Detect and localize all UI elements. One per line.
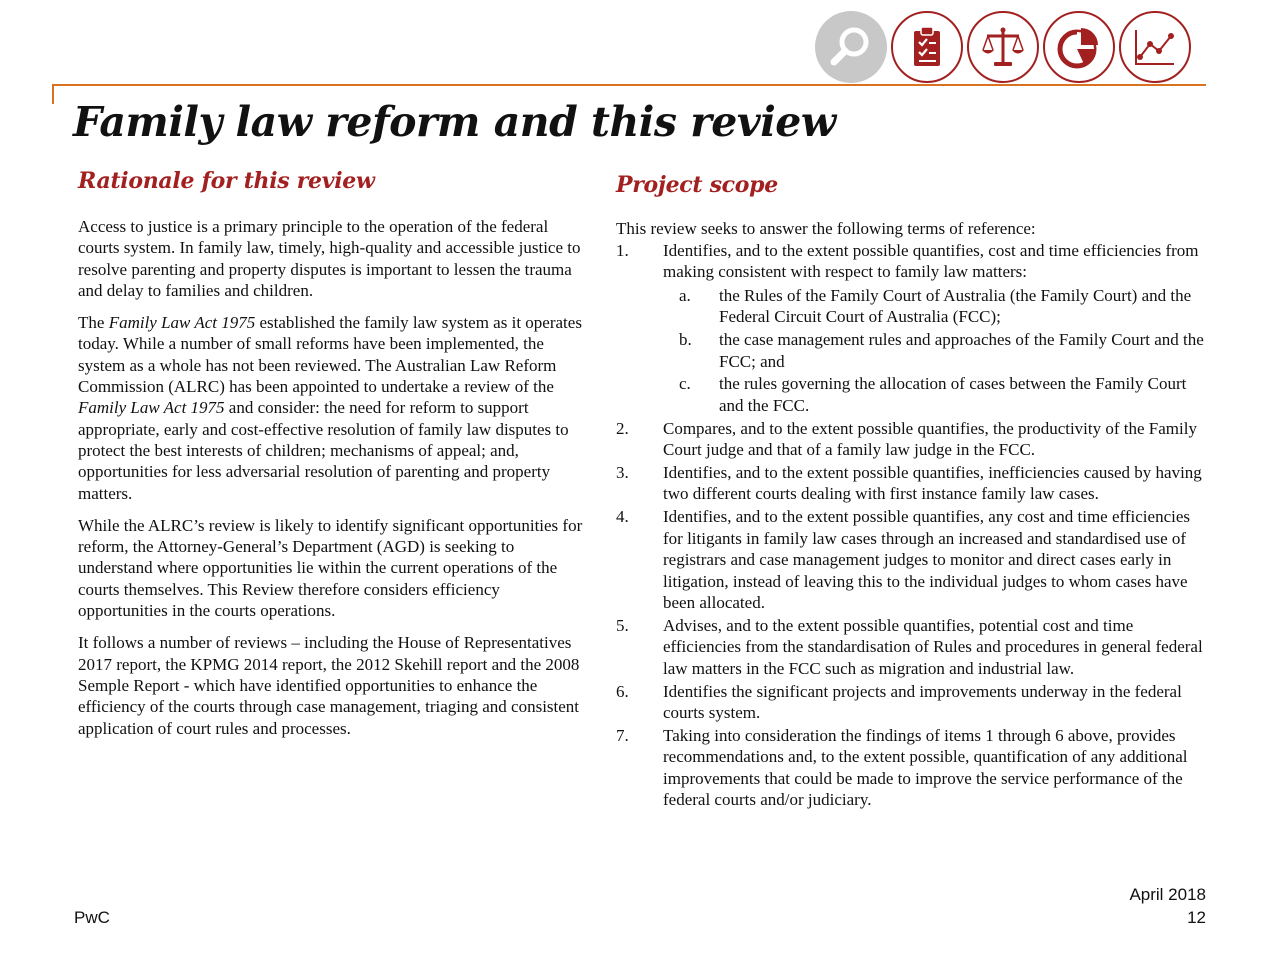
act-title: Family Law Act 1975 xyxy=(78,398,225,418)
item-text: Taking into consideration the findings of items 1 through 6 above, provides recommendations and, to the extent possible, quantification of any additional improvements that could be made to improve the service performance of the federal courts and/or judiciary. xyxy=(663,725,1188,810)
p2-text-c: established the family law system as it operates today. While a number of small reforms have been implemented, the system as a whole has not been reviewed. The Australian Law Reform Commission (ALRC) has been appointed to undertake a review of the xyxy=(78,313,582,397)
item-text: Identifies, and to the extent possible quantifies, cost and time efficiencies from making consistent with respect to family law matters: xyxy=(663,241,1199,282)
rationale-column xyxy=(78,168,590,750)
page-number: 12 xyxy=(1187,908,1206,927)
rationale-paragraph-2 xyxy=(78,312,590,504)
item-text: Identifies the significant projects and improvements underway in the federal courts system. xyxy=(663,681,1182,723)
p2-text-e: and consider: the need for reform to support appropriate, early and cost-effective resolution of family law disputes to protect the best interests of children; mechanisms of appeal; and, opportunities for less adversarial resolution of parenting and property matters. xyxy=(78,398,569,503)
terms-of-reference-list xyxy=(616,240,1210,811)
scales-icon xyxy=(978,22,1028,72)
list-item xyxy=(616,725,1210,811)
search-icon-button[interactable] xyxy=(815,11,887,83)
list-item xyxy=(616,462,1210,505)
pie-chart-icon-button[interactable] xyxy=(1043,11,1115,83)
footer-brand: PwC xyxy=(74,908,110,927)
rationale-paragraph-1: Access to justice is a primary principle to the operation of the federal courts system. In family law, timely, high-quality and accessible justice to resolve parenting and property disputes is important to lessen the trauma and delay to families and children. xyxy=(78,217,581,300)
sub-item-text: the case management rules and approaches of the Family Court and the FCC; and xyxy=(719,330,1204,371)
item-number: 4. xyxy=(616,507,629,527)
act-title: Family Law Act 1975 xyxy=(108,313,256,333)
item-number: 3. xyxy=(616,463,629,483)
terms-of-reference-intro: This review seeks to answer the following terms of reference: xyxy=(616,219,1036,238)
sub-item-letter: b. xyxy=(679,330,692,350)
p2-text-a: The xyxy=(78,313,109,333)
rationale-paragraph-4: It follows a number of reviews – including the House of Representatives 2017 report, the KPMG 2014 report, the 2012 Skehill report and the 2008 Semple Report - which have identified opportunities to enhance the efficiency of the courts through case management, triaging and consistent application of court rules and processes. xyxy=(78,633,580,738)
item-text: Identifies, and to the extent possible quantifies, any cost and time efficiencies for litigants in family law cases through an increased and standardised use of registrars and case management judges to monitor and direct cases early in litigation, instead of leaving this to the individual judges to whom cases have been allocated. xyxy=(663,507,1190,612)
list-item xyxy=(616,615,1210,679)
clipboard-checklist-icon xyxy=(902,22,952,72)
sub-list xyxy=(663,285,1210,416)
item-text: Compares, and to the extent possible quantifies, the productivity of the Family Court judge and that of a family law judge in the FCC. xyxy=(663,418,1197,460)
item-number: 6. xyxy=(616,681,629,701)
line-chart-icon-button[interactable] xyxy=(1119,11,1191,83)
project-scope-column xyxy=(616,168,1210,812)
item-number: 1. xyxy=(616,241,629,260)
header-icon-bar xyxy=(815,11,1191,83)
sub-item-text: the Rules of the Family Court of Australia (the Family Court) and the Federal Circuit Court of Australia (FCC); xyxy=(719,285,1192,327)
list-item xyxy=(616,418,1210,461)
item-number: 5. xyxy=(616,615,629,635)
sub-list-item xyxy=(663,285,1210,328)
search-icon xyxy=(826,22,876,72)
list-item xyxy=(616,506,1210,613)
header-rule xyxy=(54,84,1206,86)
line-chart-icon xyxy=(1130,22,1180,72)
scales-icon-button[interactable] xyxy=(967,11,1039,83)
clipboard-checklist-icon-button[interactable] xyxy=(891,11,963,83)
sub-item-letter: a. xyxy=(679,285,691,305)
page-title: Family law reform and this review xyxy=(73,98,836,146)
item-text: Identifies, and to the extent possible quantifies, inefficiencies caused by having two different courts dealing with first instance family law cases. xyxy=(663,463,1202,504)
item-number: 7. xyxy=(616,725,629,745)
sub-list-item xyxy=(663,329,1210,372)
pie-chart-icon xyxy=(1054,22,1104,72)
sub-item-letter: c. xyxy=(679,374,691,394)
list-item xyxy=(616,681,1210,724)
item-text: Advises, and to the extent possible quantifies, potential cost and time efficiencies from the standardisation of Rules and procedures in general federal law matters in the FCC such as migration and industrial law. xyxy=(663,615,1203,678)
header-rule-corner xyxy=(52,84,54,104)
rationale-paragraph-3: While the ALRC’s review is likely to identify significant opportunities for reform, the Attorney-General’s Department (AGD) is seeking to understand where opportunities lie within the current operations of the courts themselves. This Review therefore considers efficiency opportunities in the courts operations. xyxy=(78,515,583,621)
item-number: 2. xyxy=(616,418,629,438)
project-scope-heading: Project scope xyxy=(616,172,778,198)
footer-date: April 2018 xyxy=(1129,885,1206,904)
sub-item-text: the rules governing the allocation of cases between the Family Court and the FCC. xyxy=(719,374,1187,415)
rationale-heading: Rationale for this review xyxy=(78,168,375,194)
list-item xyxy=(616,240,1210,416)
sub-list-item xyxy=(663,373,1210,416)
